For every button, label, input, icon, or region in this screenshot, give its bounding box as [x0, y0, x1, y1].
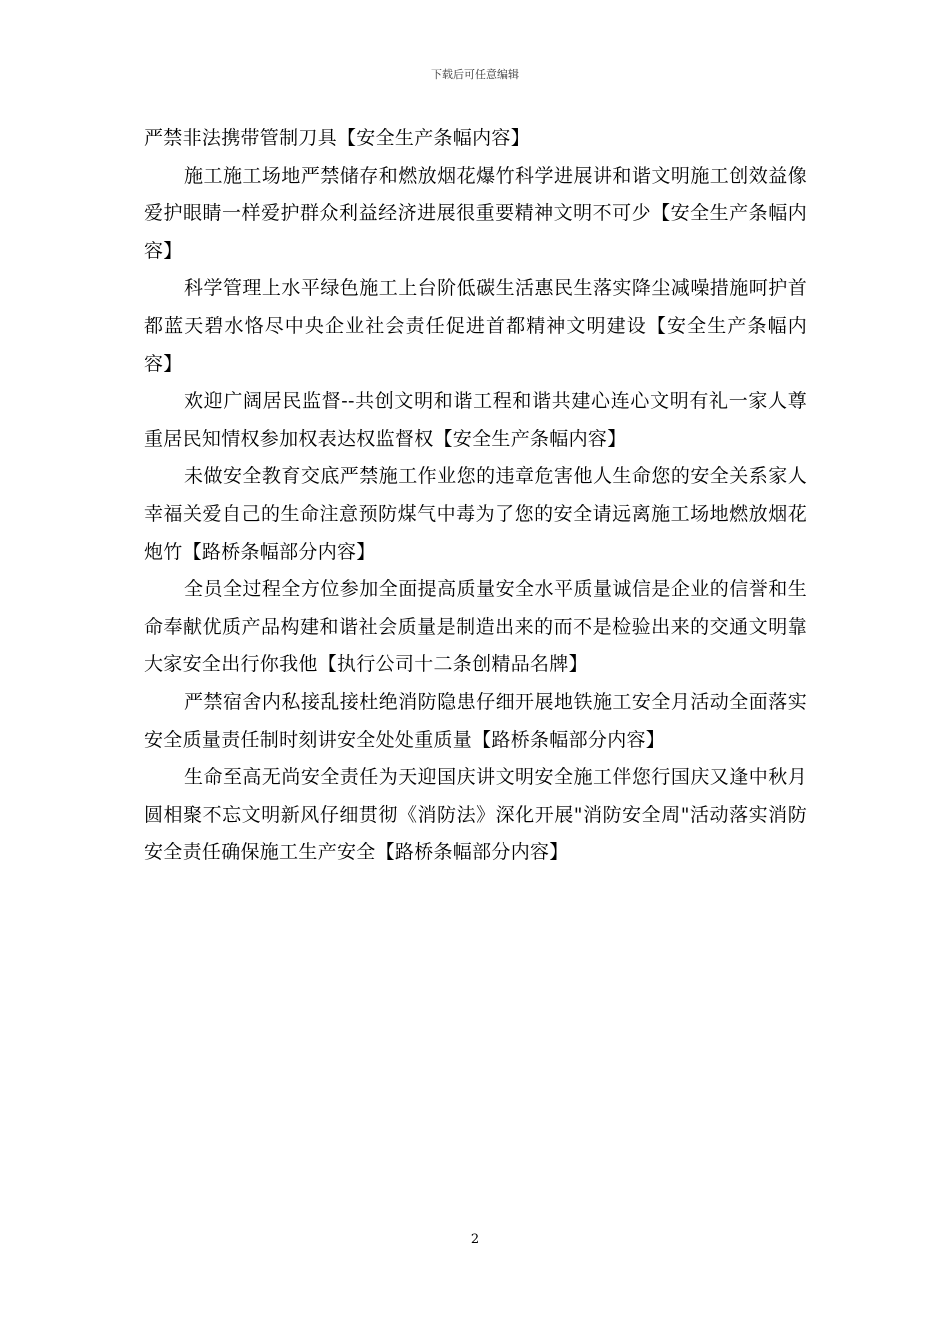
paragraph-7: 严禁宿舍内私接乱接杜绝消防隐患仔细开展地铁施工安全月活动全面落实安全质量责任制时刻讲安全处处重质量【路桥条幅部分内容】	[144, 690, 807, 751]
paragraph-6: 全员全过程全方位参加全面提高质量安全水平质量诚信是企业的信誉和生命奉献优质产品构建和谐社会质量是制造出来的而不是检验出来的交通文明靠大家安全出行你我他【执行公司十二条创精品名牌】	[144, 578, 807, 676]
document-body	[144, 120, 807, 872]
paragraph-2: 施工施工场地严禁储存和燃放烟花爆竹科学进展讲和谐文明施工创效益像爱护眼睛一样爱护群众利益经济进展很重要精神文明不可少【安全生产条幅内容】	[144, 164, 807, 262]
paragraph-5: 未做安全教育交底严禁施工作业您的违章危害他人生命您的安全关系家人幸福关爱自己的生命注意预防煤气中毒为了您的安全请远离施工场地燃放烟花炮竹【路桥条幅部分内容】	[144, 465, 807, 563]
page-number: 2	[470, 1232, 480, 1247]
paragraph-3: 科学管理上水平绿色施工上台阶低碳生活惠民生落实降尘减噪措施呵护首都蓝天碧水恪尽中央企业社会责任促进首都精神文明建设【安全生产条幅内容】	[144, 277, 807, 375]
paragraph-4: 欢迎广阔居民监督--共创文明和谐工程和谐共建心连心文明有礼一家人尊重居民知情权参加权表达权监督权【安全生产条幅内容】	[144, 390, 807, 450]
paragraph-8: 生命至高无尚安全责任为天迎国庆讲文明安全施工伴您行国庆又逢中秋月圆相聚不忘文明新风仔细贯彻《消防法》深化开展"消防安全周"活动落实消防安全责任确保施工生产安全【路桥条幅部分内容】	[144, 766, 807, 864]
paragraph-1: 严禁非法携带管制刀具【安全生产条幅内容】	[144, 127, 531, 149]
page-header: 下载后可任意编辑	[431, 68, 519, 81]
